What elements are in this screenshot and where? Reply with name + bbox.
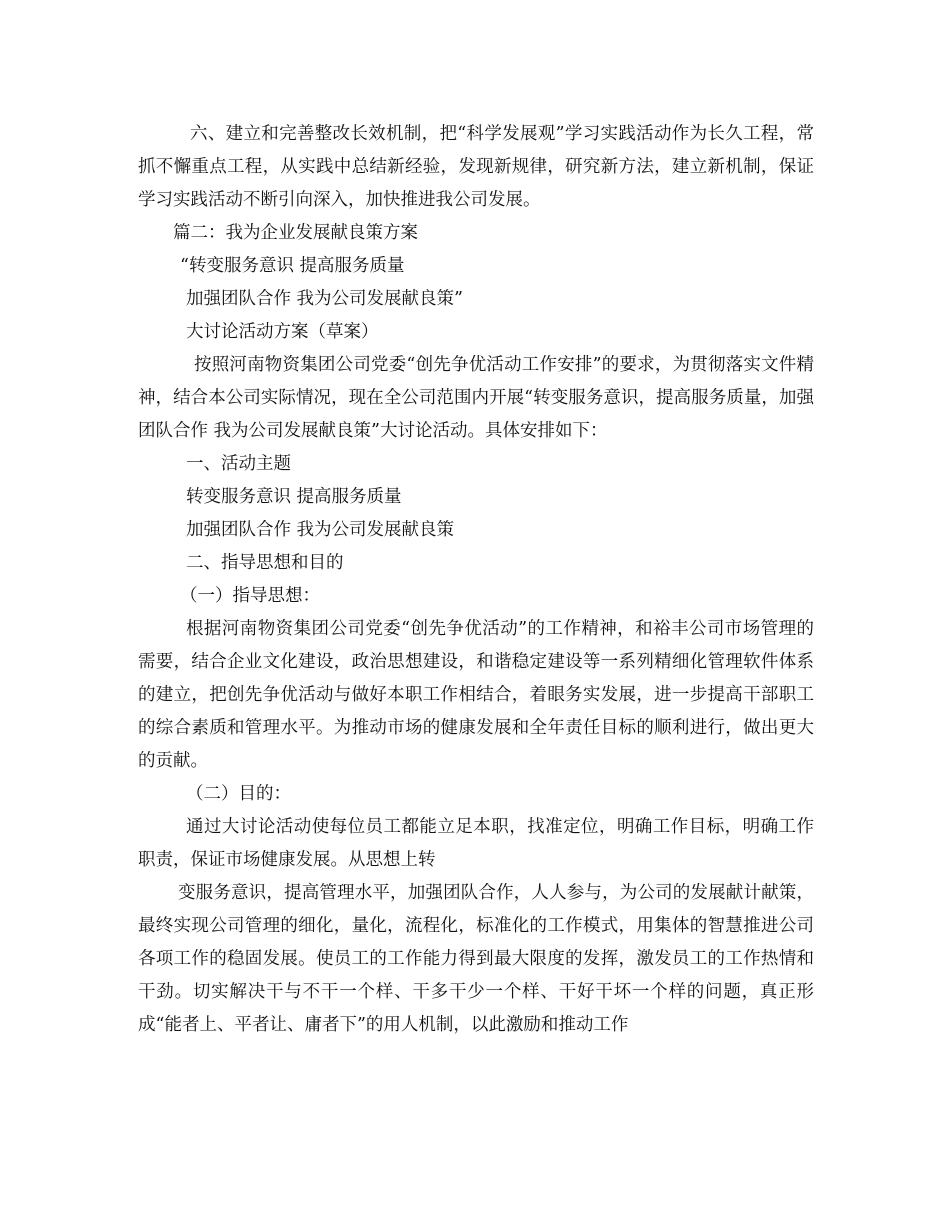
paragraph-purpose-continued: 变服务意识，提高管理水平，加强团队合作，人人参与，为公司的发展献计献策，最终实现公司管理的细化，量化，流程化，标准化的工作模式，用集体的智慧推进公司各项工作的稳固发展。使员工的工作能力得到最大限度的发挥，激发员工的工作热情和干劲。切实解决干与不干一个样、干多干少一个样、干好干坏一个样的问题，真正形成“能者上、平者让、庸者下”的用人机制，以此激励和推动工作 [138, 883, 814, 1035]
subheading-purpose: （二）目的： [186, 784, 291, 804]
paragraph-slogan-line-1: “转变服务意识 提高服务质量 [180, 256, 405, 276]
paragraph-part-two-title: 篇二：我为企业发展献良策方案 [173, 223, 418, 243]
heading-activity-theme: 一、活动主题 [186, 454, 291, 474]
heading-guiding-ideology: 二、指导思想和目的 [186, 553, 344, 573]
paragraph-intro: 按照河南物资集团公司党委“创先争优活动工作安排”的要求，为贯彻落实文件精神，结合本公司实际情况，现在全公司范围内开展“转变服务意识，提高服务质量，加强团队合作 我为公司发展献良策”大讨论活动。具体安排如下： [138, 355, 814, 441]
paragraph-plan-title: 大讨论活动方案（草案） [186, 322, 379, 342]
paragraph-section-six: 六、建立和完善整改长效机制，把“科学发展观”学习实践活动作为长久工程，常抓不懈重点工程，从实践中总结新经验，发现新规律，研究新方法，建立新机制，保证学习实践活动不断引向深入，加快推进我公司发展。 [138, 124, 814, 210]
paragraph-guiding-thought: 根据河南物资集团公司党委“创先争优活动”的工作精神，和裕丰公司市场管理的需要，结合企业文化建设，政治思想建设，和谐稳定建设等一系列精细化管理软件体系的建立，把创先争优活动与做好本职工作相结合，着眼务实发展，进一步提高干部职工的综合素质和管理水平。为推动市场的健康发展和全年责任目标的顺利进行，做出更大的贡献。 [138, 619, 814, 771]
paragraph-theme-line-1: 转变服务意识 提高服务质量 [186, 487, 402, 507]
paragraph-slogan-line-2: 加强团队合作 我为公司发展献良策” [186, 289, 464, 309]
paragraph-purpose: 通过大讨论活动使每位员工都能立足本职，找准定位，明确工作目标，明确工作职责，保证市场健康发展。从思想上转 [138, 817, 814, 870]
document-body [138, 118, 814, 1042]
paragraph-theme-line-2: 加强团队合作 我为公司发展献良策 [186, 520, 455, 540]
subheading-guiding-thought: （一）指导思想： [180, 586, 320, 606]
